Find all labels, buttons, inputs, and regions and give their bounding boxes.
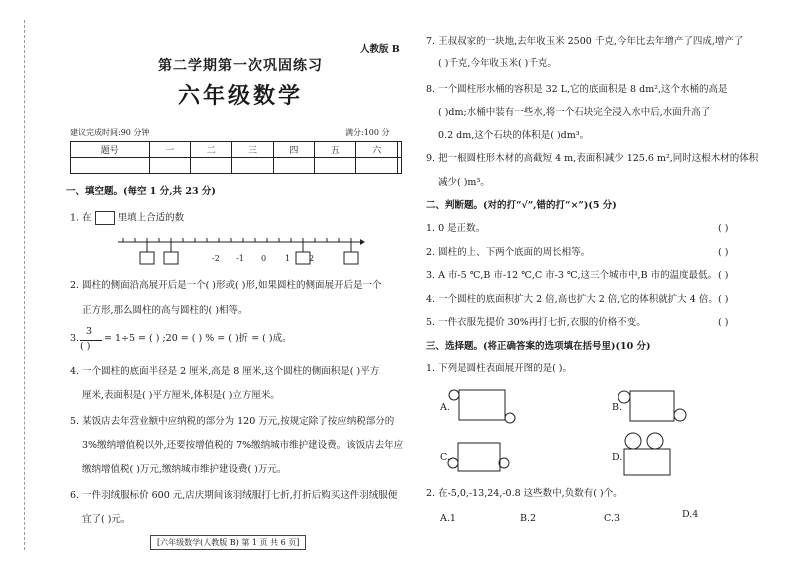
choice-2: 2. 在-5,0,-13,24,-0.8 这些数中,负数有( )个。 bbox=[426, 488, 623, 499]
score-cell bbox=[397, 142, 401, 158]
judge-3: 3. A 市-5 ℃,B 市-12 ℃,C 市-3 ℃,这三个城市中,B 市的温度最低。 bbox=[426, 270, 718, 281]
q3-denominator[interactable]: ( ) bbox=[80, 341, 91, 352]
q5-line3: 缴纳增值税( )万元,缴纳城市维护建设费( )万元。 bbox=[82, 464, 287, 475]
score-cell: 五 bbox=[315, 142, 356, 158]
q5-line1: 5. 某饭店去年营业额中应纳税的部分为 120 万元,按规定除了按应纳税部分的 bbox=[70, 416, 395, 427]
judge-1: 1. 0 是正数。 bbox=[426, 223, 486, 234]
nl-label: 2 bbox=[309, 254, 315, 263]
section2-heading: 二、判断题。(对的打“√”,错的打“×”)(5 分) bbox=[426, 200, 617, 211]
q3-text: = 1÷5 = ( ) ;20 = ( ) % = ( )折 = ( )成。 bbox=[104, 333, 292, 344]
judge-4: 4. 一个圆柱的底面积扩大 2 倍,高也扩大 2 倍,它的体积就扩大 4 倍。 bbox=[426, 294, 718, 305]
choice-2-b[interactable]: B.2 bbox=[520, 513, 537, 524]
judge-2-paren[interactable]: ( ) bbox=[718, 247, 729, 258]
q7-line2: ( )千克,今年收玉米( )千克。 bbox=[438, 58, 557, 69]
nl-label: 1 bbox=[285, 254, 291, 263]
q8-line3: 0.2 dm,这个石块的体积是( )dm³。 bbox=[438, 130, 590, 141]
q7-line1: 7. 王叔叔家的一块地,去年收玉米 2500 千克,今年比去年增产了四成,增产了 bbox=[426, 36, 744, 47]
option-c-figure[interactable] bbox=[446, 435, 516, 480]
q2-line2: 正方形,那么圆柱的高与圆柱的( )相等。 bbox=[82, 305, 248, 316]
judge-5-paren[interactable]: ( ) bbox=[718, 317, 729, 328]
q9-line1: 9. 把一根圆柱形木材的高截短 4 m,表面积减少 125.6 m²,同时这根木材的体积 bbox=[426, 153, 759, 164]
score-cell[interactable] bbox=[397, 158, 401, 174]
score-cell: 六 bbox=[356, 142, 397, 158]
score-cell[interactable] bbox=[232, 158, 273, 174]
option-b-label: B. bbox=[612, 402, 623, 413]
q8-line1: 8. 一个圆柱形水桶的容积是 32 L,它的底面积是 8 dm²,这个水桶的高是 bbox=[426, 84, 728, 95]
score-cell: 三 bbox=[232, 142, 273, 158]
score-cell[interactable] bbox=[149, 158, 190, 174]
option-b-figure[interactable] bbox=[618, 385, 688, 430]
edition-label: 人教版 B bbox=[360, 44, 400, 55]
binding-line bbox=[24, 20, 25, 550]
score-cell: 四 bbox=[273, 142, 314, 158]
score-cell[interactable] bbox=[315, 158, 356, 174]
score-table bbox=[70, 141, 402, 174]
choice-1: 1. 下列是圆柱表面展开图的是( )。 bbox=[426, 363, 573, 374]
score-cell: 一 bbox=[149, 142, 190, 158]
q3-numerator: 3 bbox=[86, 326, 93, 337]
nl-label: -2 bbox=[212, 254, 220, 263]
choice-2-d[interactable]: D.4 bbox=[682, 509, 699, 520]
score-cell[interactable] bbox=[71, 158, 150, 174]
q4-line2: 厘米,表面积是( )平方厘米,体积是( )立方厘米。 bbox=[82, 390, 280, 401]
q2-line1: 2. 圆柱的侧面沿高展开后是一个( )形或( )形,如果圆柱的侧面展开后是一个 bbox=[70, 280, 382, 291]
judge-2: 2. 圆柱的上、下两个底面的周长相等。 bbox=[426, 247, 591, 258]
option-a-label: A. bbox=[440, 402, 450, 413]
score-cell: 题号 bbox=[71, 142, 150, 158]
judge-1-paren[interactable]: ( ) bbox=[718, 223, 729, 234]
section3-heading: 三、选择题。(将正确答案的选项填在括号里)(10 分) bbox=[426, 341, 651, 352]
number-line bbox=[115, 232, 365, 272]
q6-line2: 宜了( )元。 bbox=[82, 514, 131, 525]
option-d-figure[interactable] bbox=[618, 430, 688, 480]
page-footer: [六年级数学(人教版 B) 第 1 页 共 6 页] bbox=[150, 535, 306, 550]
section1-heading: 一、填空题。(每空 1 分,共 23 分) bbox=[66, 186, 216, 197]
nl-label: -1 bbox=[236, 254, 244, 263]
score-label: 满分:100 分 bbox=[345, 128, 390, 137]
q9-line2: 减少( )m³。 bbox=[438, 177, 490, 188]
judge-3-paren[interactable]: ( ) bbox=[718, 270, 729, 281]
score-cell: 二 bbox=[190, 142, 231, 158]
option-c-label: C. bbox=[440, 452, 450, 463]
score-cell[interactable] bbox=[190, 158, 231, 174]
q4-line1: 4. 一个圆柱的底面半径是 2 厘米,高是 8 厘米,这个圆柱的侧面积是( )平方 bbox=[70, 366, 380, 377]
option-d-label: D. bbox=[612, 452, 623, 463]
answer-box-sample bbox=[95, 211, 115, 225]
nl-label: 0 bbox=[261, 254, 267, 263]
exam-title: 第二学期第一次巩固练习 bbox=[158, 58, 323, 74]
q5-line2: 3%缴纳增值税以外,还要按增值税的 7%缴纳城市维护建设费。该饭店去年应 bbox=[82, 440, 404, 451]
q8-line2: ( )dm;水桶中装有一些水,将一个石块完全浸入水中后,水面升高了 bbox=[438, 107, 711, 118]
choice-2-a[interactable]: A.1 bbox=[440, 513, 456, 524]
q1: 1. 在 里填上合适的数 bbox=[70, 212, 185, 224]
q6-line1: 6. 一件羽绒服标价 600 元,店庆期间该羽绒服打七折,打折后购买这件羽绒服便 bbox=[70, 490, 398, 501]
subject-title: 六年级数学 bbox=[178, 83, 304, 109]
option-a-figure[interactable] bbox=[448, 385, 518, 430]
judge-4-paren[interactable]: ( ) bbox=[718, 294, 729, 305]
judge-5: 5. 一件衣服先提价 30%再打七折,衣服的价格不变。 bbox=[426, 317, 646, 328]
choice-2-c[interactable]: C.3 bbox=[604, 513, 620, 524]
score-cell[interactable] bbox=[356, 158, 397, 174]
time-label: 建议完成时间:90 分钟 bbox=[70, 128, 150, 137]
score-cell[interactable] bbox=[273, 158, 314, 174]
q3-label: 3. bbox=[70, 333, 80, 344]
